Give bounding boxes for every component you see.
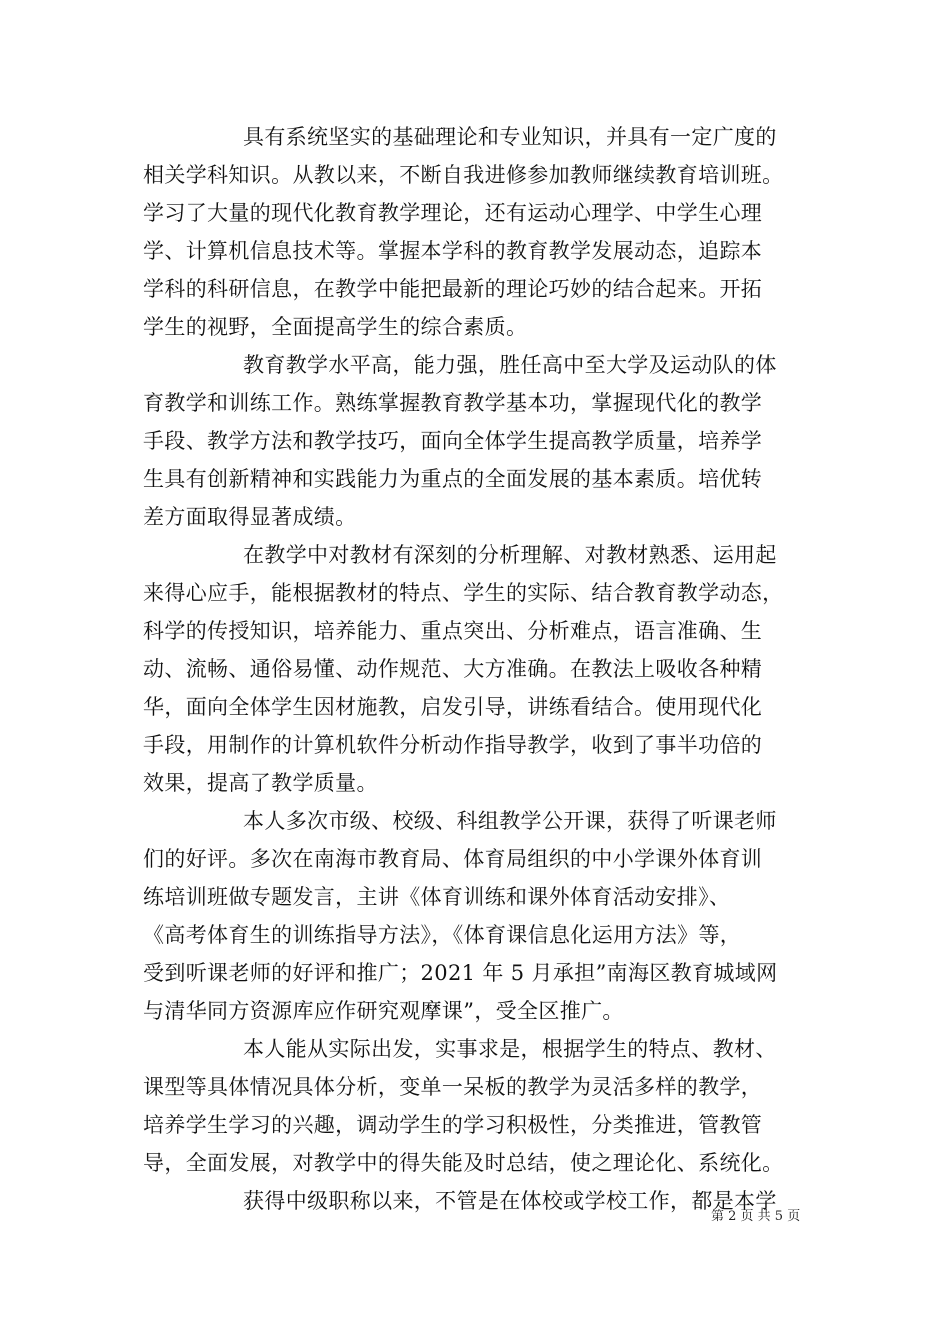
text-line: 学、计算机信息技术等。掌握本学科的教育教学发展动态，追踪本 bbox=[143, 239, 763, 263]
text-line: 与清华同方资源库应作研究观摩课”，受全区推广。 bbox=[143, 999, 624, 1023]
document-body bbox=[143, 118, 808, 1220]
paragraph-first-line: 获得中级职称以来，不管是在体校或学校工作，都是本学 bbox=[243, 1189, 777, 1213]
text-line: 科学的传授知识，培养能力、重点突出、分析难点，语言准确、生 bbox=[143, 619, 763, 643]
text-line: 育教学和训练工作。熟练掌握教育教学基本功，掌握现代化的教学 bbox=[143, 391, 763, 415]
paragraph-first-line: 在教学中对教材有深刻的分析理解、对教材熟悉、运用起 bbox=[243, 543, 777, 567]
text-line: 差方面取得显著成绩。 bbox=[143, 505, 357, 529]
text-line: 受到听课老师的好评和推广；2021 年 5 月承担”南海区教育城域网 bbox=[143, 961, 778, 985]
text-line: 手段、教学方法和教学技巧，面向全体学生提高教学质量，培养学 bbox=[143, 429, 763, 453]
text-line: 们的好评。多次在南海市教育局、体育局组织的中小学课外体育训 bbox=[143, 847, 763, 871]
text-line: 来得心应手，能根据教材的特点、学生的实际、结合教育教学动态， bbox=[143, 581, 784, 605]
text-line: 动、流畅、通俗易懂、动作规范、大方准确。在教法上吸收各种精 bbox=[143, 657, 763, 681]
paragraph-first-line: 本人多次市级、校级、科组教学公开课，获得了听课老师 bbox=[243, 809, 777, 833]
paragraph-first-line: 本人能从实际出发，实事求是，根据学生的特点、教材、 bbox=[243, 1037, 777, 1061]
text-line: 培养学生学习的兴趣，调动学生的学习积极性，分类推进，管教管 bbox=[143, 1113, 763, 1137]
text-line: 导，全面发展，对教学中的得失能及时总结，使之理论化、系统化。 bbox=[143, 1151, 784, 1175]
text-line: 相关学科知识。从教以来，不断自我进修参加教师继续教育培训班。 bbox=[143, 163, 784, 187]
text-line: 课型等具体情况具体分析，变单一呆板的教学为灵活多样的教学， bbox=[143, 1075, 763, 1099]
text-line: 生具有创新精神和实践能力为重点的全面发展的基本素质。培优转 bbox=[143, 467, 763, 491]
text-line: 学习了大量的现代化教育教学理论，还有运动心理学、中学生心理 bbox=[143, 201, 763, 225]
text-line: 效果，提高了教学质量。 bbox=[143, 771, 378, 795]
page-number: 第 2 页 共 5 页 bbox=[711, 1209, 801, 1224]
text-line: 华，面向全体学生因材施教，启发引导，讲练看结合。使用现代化 bbox=[143, 695, 763, 719]
paragraph-first-line: 具有系统坚实的基础理论和专业知识，并具有一定广度的 bbox=[243, 125, 777, 149]
text-line: 手段，用制作的计算机软件分析动作指导教学，收到了事半功倍的 bbox=[143, 733, 763, 757]
text-line: 《高考体育生的训练指导方法》，《体育课信息化运用方法》等， bbox=[143, 923, 742, 947]
text-line: 学科的科研信息，在教学中能把最新的理论巧妙的结合起来。开拓 bbox=[143, 277, 763, 301]
text-line: 练培训班做专题发言，主讲《体育训练和课外体育活动安排》、 bbox=[143, 885, 731, 909]
paragraph-first-line: 教育教学水平高，能力强，胜任高中至大学及运动队的体 bbox=[243, 353, 777, 377]
text-line: 学生的视野，全面提高学生的综合素质。 bbox=[143, 315, 528, 339]
